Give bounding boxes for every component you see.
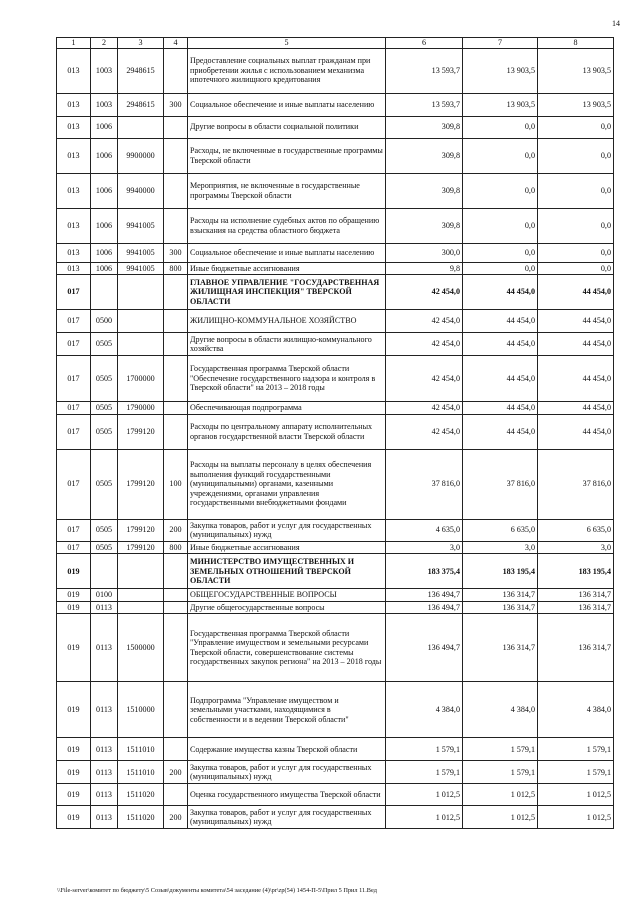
table-row: [57, 806, 614, 829]
cell-section-code: 0505: [91, 519, 118, 541]
col-header: 6: [386, 38, 463, 49]
cell-amount-2015: 37 816,0: [463, 449, 538, 519]
table-row: [57, 589, 614, 602]
cell-amount-2015: 13 903,5: [463, 48, 538, 93]
cell-target-code: 1511020: [118, 806, 164, 829]
cell-target-code: 1511020: [118, 784, 164, 806]
cell-section-code: 0505: [91, 333, 118, 356]
cell-amount-2015: 44 454,0: [463, 310, 538, 333]
cell-section-code: 0505: [91, 356, 118, 402]
cell-ministry-code: 013: [57, 138, 91, 173]
cell-ministry-code: 017: [57, 541, 91, 554]
cell-name: Расходы, не включенные в государственные программы Тверской области: [188, 138, 386, 173]
cell-expense-type: [164, 614, 188, 682]
cell-ministry-code: 017: [57, 275, 91, 310]
cell-amount-2015: 13 903,5: [463, 93, 538, 116]
cell-amount-2014: 42 454,0: [386, 275, 463, 310]
cell-expense-type: [164, 333, 188, 356]
cell-ministry-code: 013: [57, 208, 91, 243]
cell-name: Социальное обеспечение и иные выплаты населению: [188, 93, 386, 116]
cell-target-code: 1799120: [118, 541, 164, 554]
table-row: [57, 333, 614, 356]
cell-ministry-code: 013: [57, 93, 91, 116]
cell-ministry-code: 019: [57, 554, 91, 589]
cell-expense-type: [164, 173, 188, 208]
cell-name: Другие общегосударственные вопросы: [188, 601, 386, 614]
cell-ministry-code: 017: [57, 519, 91, 541]
cell-amount-2015: 44 454,0: [463, 402, 538, 415]
cell-target-code: 1700000: [118, 356, 164, 402]
cell-amount-2015: 1 012,5: [463, 784, 538, 806]
cell-name: Государственная программа Тверской области "Управление имуществом и земельными ресурсами Тверской области, совершенствование системы государственных закупок региона" на 2013 – 2018 годы: [188, 614, 386, 682]
cell-amount-2016: 0,0: [538, 243, 614, 262]
cell-amount-2016: 37 816,0: [538, 449, 614, 519]
cell-amount-2015: 0,0: [463, 208, 538, 243]
col-header: 3: [118, 38, 164, 49]
cell-name: Закупка товаров, работ и услуг для государственных (муниципальных) нужд: [188, 761, 386, 784]
cell-section-code: 1006: [91, 173, 118, 208]
cell-section-code: 0113: [91, 738, 118, 761]
cell-amount-2015: 183 195,4: [463, 554, 538, 589]
cell-amount-2016: 44 454,0: [538, 310, 614, 333]
cell-amount-2014: 1 579,1: [386, 761, 463, 784]
cell-amount-2014: 42 454,0: [386, 402, 463, 415]
table-row: [57, 414, 614, 449]
cell-target-code: [118, 116, 164, 138]
cell-expense-type: 800: [164, 262, 188, 275]
cell-section-code: 0500: [91, 310, 118, 333]
cell-target-code: 1511010: [118, 738, 164, 761]
cell-target-code: 1799120: [118, 519, 164, 541]
cell-amount-2014: 309,8: [386, 138, 463, 173]
cell-ministry-code: 013: [57, 173, 91, 208]
table-row: [57, 449, 614, 519]
cell-amount-2016: 44 454,0: [538, 402, 614, 415]
cell-amount-2016: 44 454,0: [538, 356, 614, 402]
cell-amount-2015: 44 454,0: [463, 414, 538, 449]
cell-amount-2015: 0,0: [463, 243, 538, 262]
cell-section-code: [91, 275, 118, 310]
cell-amount-2016: 6 635,0: [538, 519, 614, 541]
cell-section-code: 0113: [91, 761, 118, 784]
cell-section-code: 0113: [91, 614, 118, 682]
cell-amount-2014: 4 635,0: [386, 519, 463, 541]
cell-amount-2016: 44 454,0: [538, 414, 614, 449]
cell-ministry-code: 019: [57, 682, 91, 738]
cell-name: Другие вопросы в области жилищно-коммунального хозяйства: [188, 333, 386, 356]
cell-name: Оценка государственного имущества Тверской области: [188, 784, 386, 806]
cell-section-code: 1003: [91, 93, 118, 116]
cell-amount-2015: 4 384,0: [463, 682, 538, 738]
cell-ministry-code: 013: [57, 243, 91, 262]
cell-section-code: 0113: [91, 601, 118, 614]
cell-amount-2015: 136 314,7: [463, 601, 538, 614]
cell-amount-2016: 183 195,4: [538, 554, 614, 589]
cell-amount-2016: 0,0: [538, 208, 614, 243]
page-number: 14: [612, 19, 620, 28]
table-row: [57, 93, 614, 116]
cell-amount-2014: 183 375,4: [386, 554, 463, 589]
cell-amount-2014: 42 454,0: [386, 414, 463, 449]
cell-amount-2016: 0,0: [538, 116, 614, 138]
cell-expense-type: [164, 554, 188, 589]
cell-amount-2014: 136 494,7: [386, 601, 463, 614]
cell-target-code: 9941005: [118, 243, 164, 262]
cell-expense-type: [164, 48, 188, 93]
cell-section-code: 1006: [91, 138, 118, 173]
cell-ministry-code: 017: [57, 310, 91, 333]
cell-expense-type: 800: [164, 541, 188, 554]
cell-expense-type: [164, 310, 188, 333]
cell-target-code: 9900000: [118, 138, 164, 173]
cell-amount-2014: 4 384,0: [386, 682, 463, 738]
cell-amount-2016: 136 314,7: [538, 589, 614, 602]
cell-name: Предоставление социальных выплат гражданам при приобретении жилья с использованием механизма ипотечного жилищного кредитования: [188, 48, 386, 93]
table-row: [57, 173, 614, 208]
cell-amount-2014: 3,0: [386, 541, 463, 554]
table-row: [57, 402, 614, 415]
table-row: [57, 275, 614, 310]
cell-amount-2014: 42 454,0: [386, 310, 463, 333]
table-row: [57, 519, 614, 541]
cell-amount-2015: 0,0: [463, 138, 538, 173]
cell-amount-2015: 1 012,5: [463, 806, 538, 829]
cell-ministry-code: 019: [57, 806, 91, 829]
cell-amount-2014: 309,8: [386, 208, 463, 243]
cell-section-code: 0505: [91, 414, 118, 449]
cell-expense-type: [164, 275, 188, 310]
cell-name: Обеспечивающая подпрограмма: [188, 402, 386, 415]
cell-expense-type: [164, 589, 188, 602]
cell-ministry-code: 013: [57, 262, 91, 275]
cell-ministry-code: 019: [57, 589, 91, 602]
cell-amount-2016: 1 012,5: [538, 806, 614, 829]
cell-target-code: [118, 333, 164, 356]
cell-expense-type: [164, 402, 188, 415]
cell-target-code: 9940000: [118, 173, 164, 208]
cell-name: Другие вопросы в области социальной политики: [188, 116, 386, 138]
table-row: [57, 356, 614, 402]
cell-amount-2016: 136 314,7: [538, 614, 614, 682]
cell-ministry-code: 019: [57, 738, 91, 761]
table-row: [57, 554, 614, 589]
cell-ministry-code: 019: [57, 601, 91, 614]
cell-expense-type: 100: [164, 449, 188, 519]
cell-section-code: 0505: [91, 449, 118, 519]
table-row: [57, 682, 614, 738]
table-row: [57, 208, 614, 243]
cell-amount-2015: 136 314,7: [463, 589, 538, 602]
cell-ministry-code: 019: [57, 761, 91, 784]
cell-ministry-code: 017: [57, 402, 91, 415]
table-row: [57, 262, 614, 275]
cell-amount-2016: 44 454,0: [538, 333, 614, 356]
table-row: [57, 601, 614, 614]
cell-amount-2016: 3,0: [538, 541, 614, 554]
cell-amount-2015: 0,0: [463, 116, 538, 138]
col-header: 8: [538, 38, 614, 49]
cell-ministry-code: 017: [57, 333, 91, 356]
cell-amount-2015: 0,0: [463, 173, 538, 208]
table-row: [57, 784, 614, 806]
cell-name: Подпрограмма "Управление имуществом и земельными участками, находящимися в собственности и в ведении Тверской области": [188, 682, 386, 738]
cell-amount-2016: 0,0: [538, 173, 614, 208]
cell-amount-2016: 13 903,5: [538, 48, 614, 93]
table-row: [57, 614, 614, 682]
cell-section-code: 0505: [91, 541, 118, 554]
cell-target-code: 2948615: [118, 48, 164, 93]
cell-amount-2016: 1 579,1: [538, 738, 614, 761]
budget-table: [56, 37, 614, 829]
cell-expense-type: [164, 414, 188, 449]
cell-amount-2015: 3,0: [463, 541, 538, 554]
cell-ministry-code: 017: [57, 449, 91, 519]
cell-section-code: 0100: [91, 589, 118, 602]
table-row: [57, 116, 614, 138]
cell-amount-2015: 1 579,1: [463, 738, 538, 761]
cell-target-code: [118, 601, 164, 614]
cell-amount-2016: 1 579,1: [538, 761, 614, 784]
cell-target-code: 1500000: [118, 614, 164, 682]
cell-expense-type: [164, 601, 188, 614]
cell-expense-type: [164, 784, 188, 806]
cell-amount-2015: 44 454,0: [463, 356, 538, 402]
cell-section-code: [91, 554, 118, 589]
cell-amount-2014: 13 593,7: [386, 93, 463, 116]
cell-expense-type: 300: [164, 243, 188, 262]
cell-name: МИНИСТЕРСТВО ИМУЩЕСТВЕННЫХ И ЗЕМЕЛЬНЫХ ОТНОШЕНИЙ ТВЕРСКОЙ ОБЛАСТИ: [188, 554, 386, 589]
cell-ministry-code: 019: [57, 784, 91, 806]
cell-name: Расходы на исполнение судебных актов по обращению взыскания на средства областного бюджета: [188, 208, 386, 243]
cell-amount-2014: 13 593,7: [386, 48, 463, 93]
cell-expense-type: [164, 138, 188, 173]
cell-target-code: [118, 554, 164, 589]
cell-target-code: 1790000: [118, 402, 164, 415]
table-row: [57, 138, 614, 173]
cell-target-code: 2948615: [118, 93, 164, 116]
cell-section-code: 0113: [91, 682, 118, 738]
cell-amount-2014: 1 579,1: [386, 738, 463, 761]
cell-target-code: [118, 310, 164, 333]
cell-ministry-code: 017: [57, 356, 91, 402]
cell-target-code: 9941005: [118, 262, 164, 275]
cell-amount-2014: 37 816,0: [386, 449, 463, 519]
cell-name: ЖИЛИЩНО-КОММУНАЛЬНОЕ ХОЗЯЙСТВО: [188, 310, 386, 333]
cell-section-code: 1006: [91, 116, 118, 138]
cell-expense-type: [164, 208, 188, 243]
cell-expense-type: 200: [164, 519, 188, 541]
cell-expense-type: [164, 116, 188, 138]
cell-expense-type: 200: [164, 761, 188, 784]
cell-name: Содержание имущества казны Тверской области: [188, 738, 386, 761]
cell-amount-2014: 309,8: [386, 173, 463, 208]
cell-amount-2014: 136 494,7: [386, 589, 463, 602]
cell-amount-2014: 42 454,0: [386, 333, 463, 356]
cell-amount-2015: 6 635,0: [463, 519, 538, 541]
cell-amount-2016: 1 012,5: [538, 784, 614, 806]
cell-amount-2016: 13 903,5: [538, 93, 614, 116]
cell-amount-2016: 44 454,0: [538, 275, 614, 310]
cell-name: Иные бюджетные ассигнования: [188, 541, 386, 554]
cell-expense-type: [164, 682, 188, 738]
table-row: [57, 243, 614, 262]
col-header: 1: [57, 38, 91, 49]
cell-target-code: 9941005: [118, 208, 164, 243]
cell-name: Государственная программа Тверской области "Обеспечение государственного надзора и контроля в Тверской области" на 2013 – 2018 годы: [188, 356, 386, 402]
cell-name: Социальное обеспечение и иные выплаты населению: [188, 243, 386, 262]
cell-section-code: 1003: [91, 48, 118, 93]
cell-amount-2014: 300,0: [386, 243, 463, 262]
cell-target-code: 1511010: [118, 761, 164, 784]
cell-expense-type: 300: [164, 93, 188, 116]
cell-name: Мероприятия, не включенные в государственные программы Тверской области: [188, 173, 386, 208]
cell-name: ГЛАВНОЕ УПРАВЛЕНИЕ "ГОСУДАРСТВЕННАЯ ЖИЛИЩНАЯ ИНСПЕКЦИЯ" ТВЕРСКОЙ ОБЛАСТИ: [188, 275, 386, 310]
cell-target-code: 1799120: [118, 414, 164, 449]
cell-ministry-code: 013: [57, 48, 91, 93]
cell-name: ОБЩЕГОСУДАРСТВЕННЫЕ ВОПРОСЫ: [188, 589, 386, 602]
cell-section-code: 1006: [91, 243, 118, 262]
cell-name: Расходы на выплаты персоналу в целях обеспечения выполнения функций государственными (муниципальными) органами, казенными учреждениями, органами управления государственными внебюджетными фондами: [188, 449, 386, 519]
cell-amount-2014: 1 012,5: [386, 806, 463, 829]
cell-amount-2016: 0,0: [538, 262, 614, 275]
col-header: 4: [164, 38, 188, 49]
cell-amount-2014: 136 494,7: [386, 614, 463, 682]
table-row: [57, 541, 614, 554]
header-row: [57, 38, 614, 49]
cell-amount-2014: 9,8: [386, 262, 463, 275]
cell-name: Закупка товаров, работ и услуг для государственных (муниципальных) нужд: [188, 519, 386, 541]
cell-target-code: [118, 589, 164, 602]
cell-amount-2015: 44 454,0: [463, 275, 538, 310]
cell-target-code: [118, 275, 164, 310]
cell-name: Иные бюджетные ассигнования: [188, 262, 386, 275]
cell-section-code: 0113: [91, 806, 118, 829]
cell-name: Расходы по центральному аппарату исполнительных органов государственной власти Тверской области: [188, 414, 386, 449]
table-row: [57, 310, 614, 333]
cell-amount-2016: 0,0: [538, 138, 614, 173]
cell-target-code: 1510000: [118, 682, 164, 738]
cell-expense-type: [164, 738, 188, 761]
cell-section-code: 1006: [91, 262, 118, 275]
cell-section-code: 0113: [91, 784, 118, 806]
col-header: 2: [91, 38, 118, 49]
cell-ministry-code: 017: [57, 414, 91, 449]
table-row: [57, 738, 614, 761]
cell-ministry-code: 013: [57, 116, 91, 138]
cell-name: Закупка товаров, работ и услуг для государственных (муниципальных) нужд: [188, 806, 386, 829]
cell-expense-type: 200: [164, 806, 188, 829]
table-row: [57, 761, 614, 784]
cell-amount-2015: 44 454,0: [463, 333, 538, 356]
cell-amount-2015: 136 314,7: [463, 614, 538, 682]
cell-amount-2015: 1 579,1: [463, 761, 538, 784]
cell-amount-2014: 42 454,0: [386, 356, 463, 402]
table-row: [57, 48, 614, 93]
footer-file-path: \\File-server\комитет по бюджету\5 Созыв\документы комитета\54 заседание (4)\pr\zp(54) 1454-П-5\Прил 5 Прил 11.Вед: [57, 887, 377, 894]
cell-target-code: 1799120: [118, 449, 164, 519]
cell-amount-2016: 4 384,0: [538, 682, 614, 738]
col-header: 7: [463, 38, 538, 49]
cell-expense-type: [164, 356, 188, 402]
col-header: 5: [188, 38, 386, 49]
cell-amount-2015: 0,0: [463, 262, 538, 275]
cell-amount-2014: 309,8: [386, 116, 463, 138]
cell-section-code: 1006: [91, 208, 118, 243]
cell-amount-2014: 1 012,5: [386, 784, 463, 806]
cell-amount-2016: 136 314,7: [538, 601, 614, 614]
cell-ministry-code: 019: [57, 614, 91, 682]
cell-section-code: 0505: [91, 402, 118, 415]
